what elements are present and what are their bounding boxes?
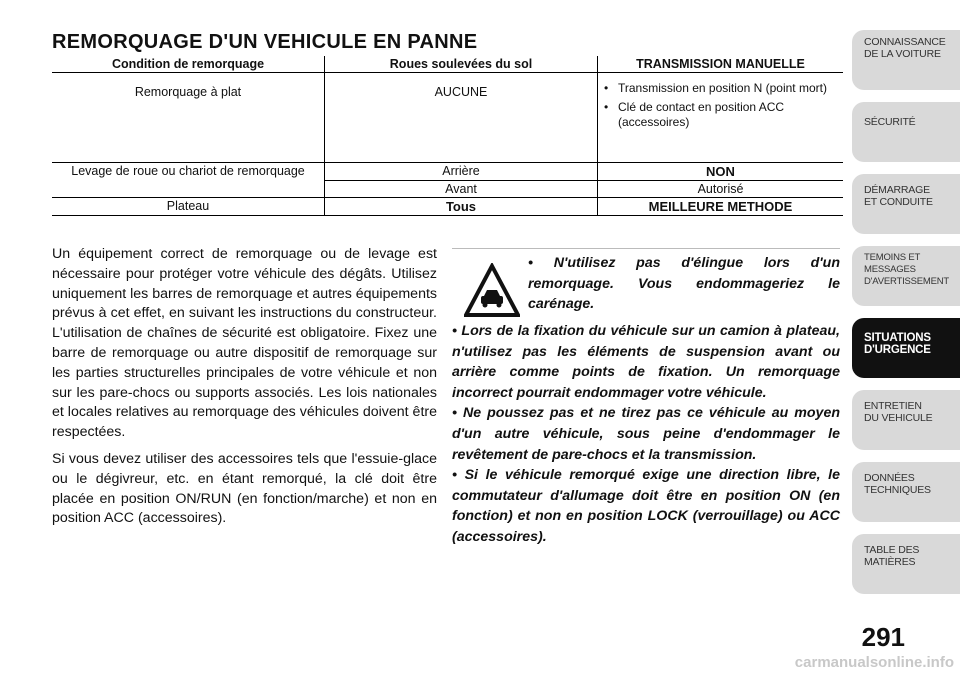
- table-row: [52, 198, 843, 216]
- header-transmission: TRANSMISSION MANUELLE: [598, 56, 844, 73]
- table-row: [52, 163, 843, 181]
- paragraph: Si vous devez utiliser des accessoires tels que l'essuie-glace ou le dégivreur, etc. en étant remorqué, la clé doit être placée en position ON/RUN (en fonction/marche) et non en position ACC (accessoires).: [52, 450, 437, 527]
- cell-transmission: MEILLEURE METHODE: [598, 198, 844, 216]
- tab-label: TABLE DES: [864, 544, 920, 556]
- tab-demarrage[interactable]: [852, 174, 960, 234]
- table-row: [52, 73, 843, 163]
- tab-connaissance[interactable]: [852, 30, 960, 90]
- tab-label: DÉMARRAGE: [864, 184, 930, 196]
- cell-condition: Plateau: [52, 198, 325, 216]
- cell-condition: Remorquage à plat: [52, 73, 325, 163]
- warning-item: • N'utilisez pas d'élingue lors d'un remorquage. Vous endommageriez le carénage.: [528, 255, 840, 313]
- towing-table: [52, 56, 843, 216]
- tab-label: MESSAGES: [864, 264, 916, 275]
- list-item: • Clé de contact en position ACC (accessoires): [618, 100, 839, 130]
- header-wheels: Roues soulevées du sol: [325, 56, 598, 73]
- chapter-tabs: [852, 30, 960, 606]
- warning-triangle-icon: [464, 263, 520, 319]
- tab-temoins[interactable]: [852, 246, 960, 306]
- cell-transmission: NON: [598, 163, 844, 181]
- page-number: 291: [861, 622, 905, 652]
- tab-entretien[interactable]: [852, 390, 960, 450]
- tab-label: ENTRETIEN: [864, 400, 922, 412]
- tab-label: DU VEHICULE: [864, 412, 933, 424]
- watermark: carmanualsonline.info: [794, 654, 954, 671]
- cell-wheels: Arrière: [325, 163, 598, 181]
- tab-label: D'URGENCE: [864, 344, 931, 356]
- header-condition: Condition de remorquage: [52, 56, 325, 73]
- cell-wheels: Avant: [325, 181, 598, 198]
- tab-label: CONNAISSANCE: [864, 36, 946, 48]
- tab-label: MATIÈRES: [864, 556, 916, 568]
- tab-donnees[interactable]: [852, 462, 960, 522]
- cell-wheels: AUCUNE: [325, 73, 598, 163]
- tab-label: D'AVERTISSEMENT: [864, 276, 950, 287]
- cell-condition: Levage de roue ou chariot de remorquage: [52, 163, 325, 198]
- tab-situations-urgence[interactable]: [852, 318, 960, 378]
- cell-wheels: Tous: [325, 198, 598, 216]
- cell-transmission: [598, 73, 844, 163]
- tab-label: SÉCURITÉ: [864, 116, 916, 128]
- tab-label: ET CONDUITE: [864, 196, 933, 208]
- tab-label: TEMOINS ET: [864, 252, 921, 263]
- tab-securite[interactable]: [852, 102, 960, 162]
- warning-item: • Lors de la fixation du véhicule sur un camion à plateau, n'utilisez pas les éléments de suspension avant ou arrière comme points de fixation. Un remorquage incorrect pourrait endommager votre véhicule.: [452, 323, 840, 401]
- warning-item: • Ne poussez pas et ne tirez pas ce véhicule au moyen d'un autre véhicule, sous peine d'endommager le revêtement de pare-chocs et la transmission.: [452, 405, 840, 463]
- tab-label: DE LA VOITURE: [864, 48, 941, 60]
- tab-label: TECHNIQUES: [864, 484, 931, 496]
- warning-box: [452, 248, 840, 548]
- tab-table-matieres[interactable]: [852, 534, 960, 594]
- tab-label: DONNÉES: [864, 472, 915, 484]
- list-item: • Transmission en position N (point mort): [618, 81, 839, 96]
- paragraph: Un équipement correct de remorquage ou de levage est nécessaire pour protéger votre véhicule des dégâts. Utilisez uniquement les barres de remorquage et autres équipements prévus à cet effet, en suivant les instructions du constructeur. L'utilisation de chaînes de sécurité est obligatoire. Fixez une barre de remorquage ou autre dispositif de remorquage sur les parties structurelles principales de votre véhicule et non sur les pare-chocs ou supports associés. Les lois nationales et locales relatives au remorquage des véhicules doivent être respectées.: [52, 246, 437, 441]
- cell-transmission: Autorisé: [598, 181, 844, 198]
- body-text: [52, 245, 437, 536]
- tab-label: SITUATIONS: [864, 332, 931, 344]
- warning-item: • Si le véhicule remorqué exige une direction libre, le commutateur d'allumage doit être en position ON (en fonction) et non en position LOCK (verrouillage) ou ACC (accessoires).: [452, 467, 840, 545]
- page-title: REMORQUAGE D'UN VEHICULE EN PANNE: [52, 31, 478, 53]
